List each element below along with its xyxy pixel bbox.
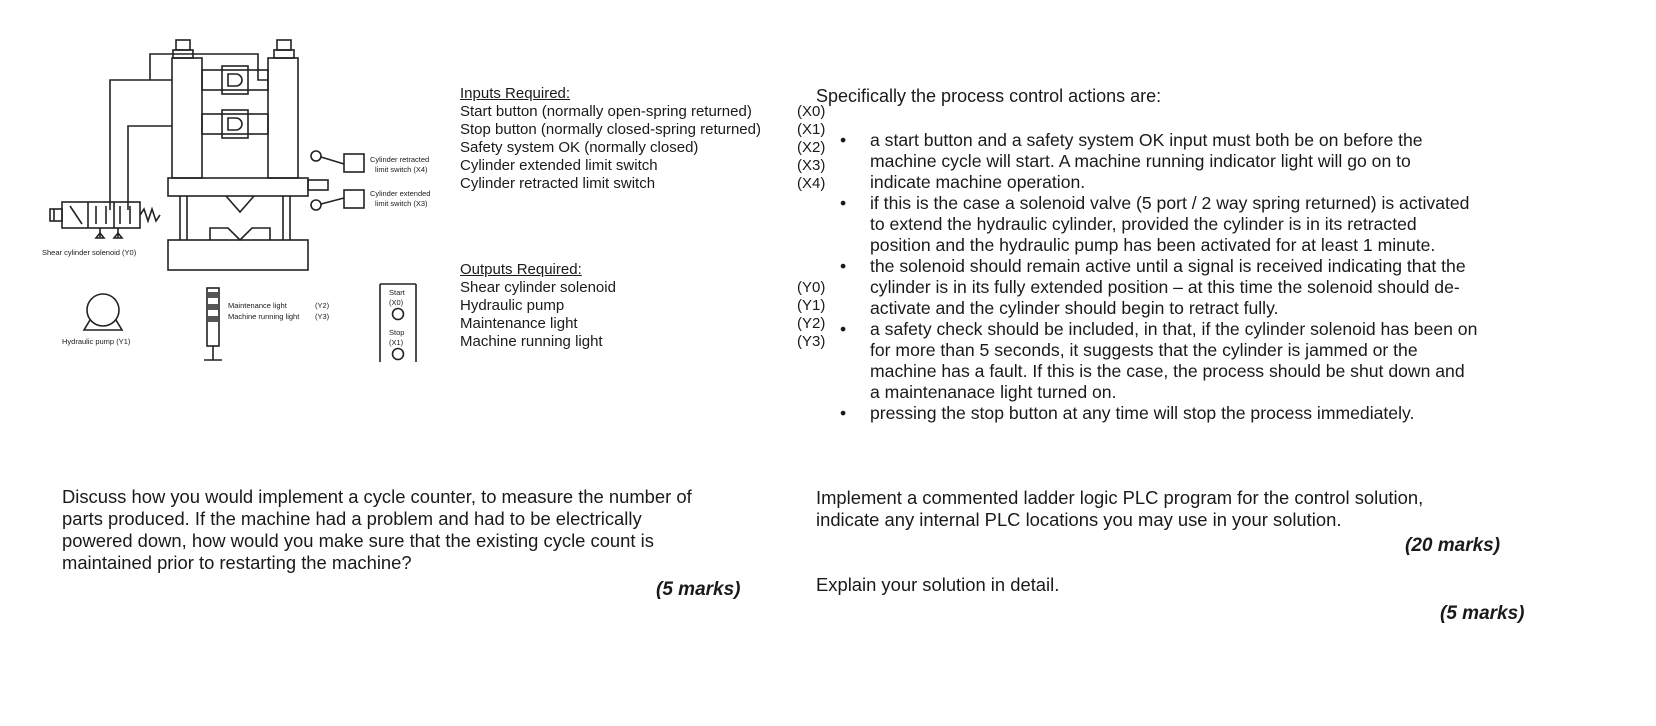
bullet-icon: • xyxy=(840,403,847,423)
cyl-retracted-label-1: Cylinder retracted xyxy=(370,155,430,164)
cyl-retracted-label-2: limit switch (X4) xyxy=(375,165,428,174)
outputs-list xyxy=(460,261,826,351)
list-item: • the solenoid should remain active until a signal is received indicating that the cylinder is in its fully extended position – at this time the solenoid should de- activate and the cylinder should begin to retract fully. xyxy=(840,256,1466,318)
output-row: Shear cylinder solenoid (Y0) xyxy=(460,279,826,296)
list-item: • a safety check should be included, in that, if the cylinder solenoid has been on for more than 5 seconds, it suggests that the cylinder is jammed or the machine has a fault. If this is the case, the process should be shut down and a maintenanace light turned on. xyxy=(840,319,1478,402)
question-right: Implement a commented ladder logic PLC program for the control solution, indicate any internal PLC locations you may use in your solution. xyxy=(816,487,1424,530)
input-row: Cylinder retracted limit switch (X4) xyxy=(460,175,826,192)
control-intro: Specifically the process control actions are: xyxy=(816,86,1162,106)
list-item: • if this is the case a solenoid valve (5 port / 2 way spring returned) is activated to extend the hydraulic cylinder, provided the cylinder is in its retracted position and the hydraulic pump has been activated for at least 1 minute. xyxy=(840,193,1470,255)
input-row: Start button (normally open-spring returned) (X0) xyxy=(460,103,826,120)
question-left: Discuss how you would implement a cycle counter, to measure the number of parts produced. If the machine had a problem and had to be electrically powered down, how would you make sure that the existing cycle count is maintained prior to restarting the machine? xyxy=(62,486,692,573)
outputs-heading: Outputs Required: xyxy=(460,261,582,278)
stop-code: (X1) xyxy=(389,338,404,347)
input-row: Cylinder extended limit switch (X3) xyxy=(460,157,826,174)
explain-marks: (5 marks) xyxy=(1440,603,1525,624)
output-row: Maintenance light (Y2) xyxy=(460,315,826,332)
running-light-code: (Y3) xyxy=(315,312,330,321)
cyl-extended-label-2: limit switch (X3) xyxy=(375,199,428,208)
running-light-label: Machine running light xyxy=(228,312,300,321)
start-label: Start xyxy=(389,288,405,297)
bullet-icon: • xyxy=(840,193,847,213)
maint-light-label: Maintenance light xyxy=(228,301,287,310)
explain-text: Explain your solution in detail. xyxy=(816,574,1060,595)
machine-diagram xyxy=(0,0,450,390)
control-actions-list xyxy=(840,130,1630,424)
hydraulic-pump-label: Hydraulic pump (Y1) xyxy=(62,337,131,346)
shear-solenoid-label: Shear cylinder solenoid (Y0) xyxy=(42,248,137,257)
inputs-heading: Inputs Required: xyxy=(460,85,571,102)
stop-label: Stop xyxy=(389,328,405,337)
list-item: • pressing the stop button at any time will stop the process immediately. xyxy=(840,403,1415,423)
bullet-icon: • xyxy=(840,130,847,150)
input-row: Stop button (normally closed-spring returned) (X1) xyxy=(460,121,826,138)
question-right-marks: (20 marks) xyxy=(1405,535,1501,556)
output-row: Machine running light (Y3) xyxy=(460,333,826,350)
maint-light-code: (Y2) xyxy=(315,301,330,310)
output-row: Hydraulic pump (Y1) xyxy=(460,297,826,314)
question-left-marks: (5 marks) xyxy=(656,579,741,600)
cyl-extended-label-1: Cylinder extended xyxy=(370,189,431,198)
start-code: (X0) xyxy=(389,298,404,307)
list-item: • a start button and a safety system OK input must both be on before the machine cycle will start. A machine running indicator light will go on to indicate machine operation. xyxy=(840,130,1423,192)
bullet-icon: • xyxy=(840,256,847,276)
input-row: Safety system OK (normally closed) (X2) xyxy=(460,139,826,156)
inputs-list xyxy=(460,85,826,193)
bullet-icon: • xyxy=(840,319,847,339)
